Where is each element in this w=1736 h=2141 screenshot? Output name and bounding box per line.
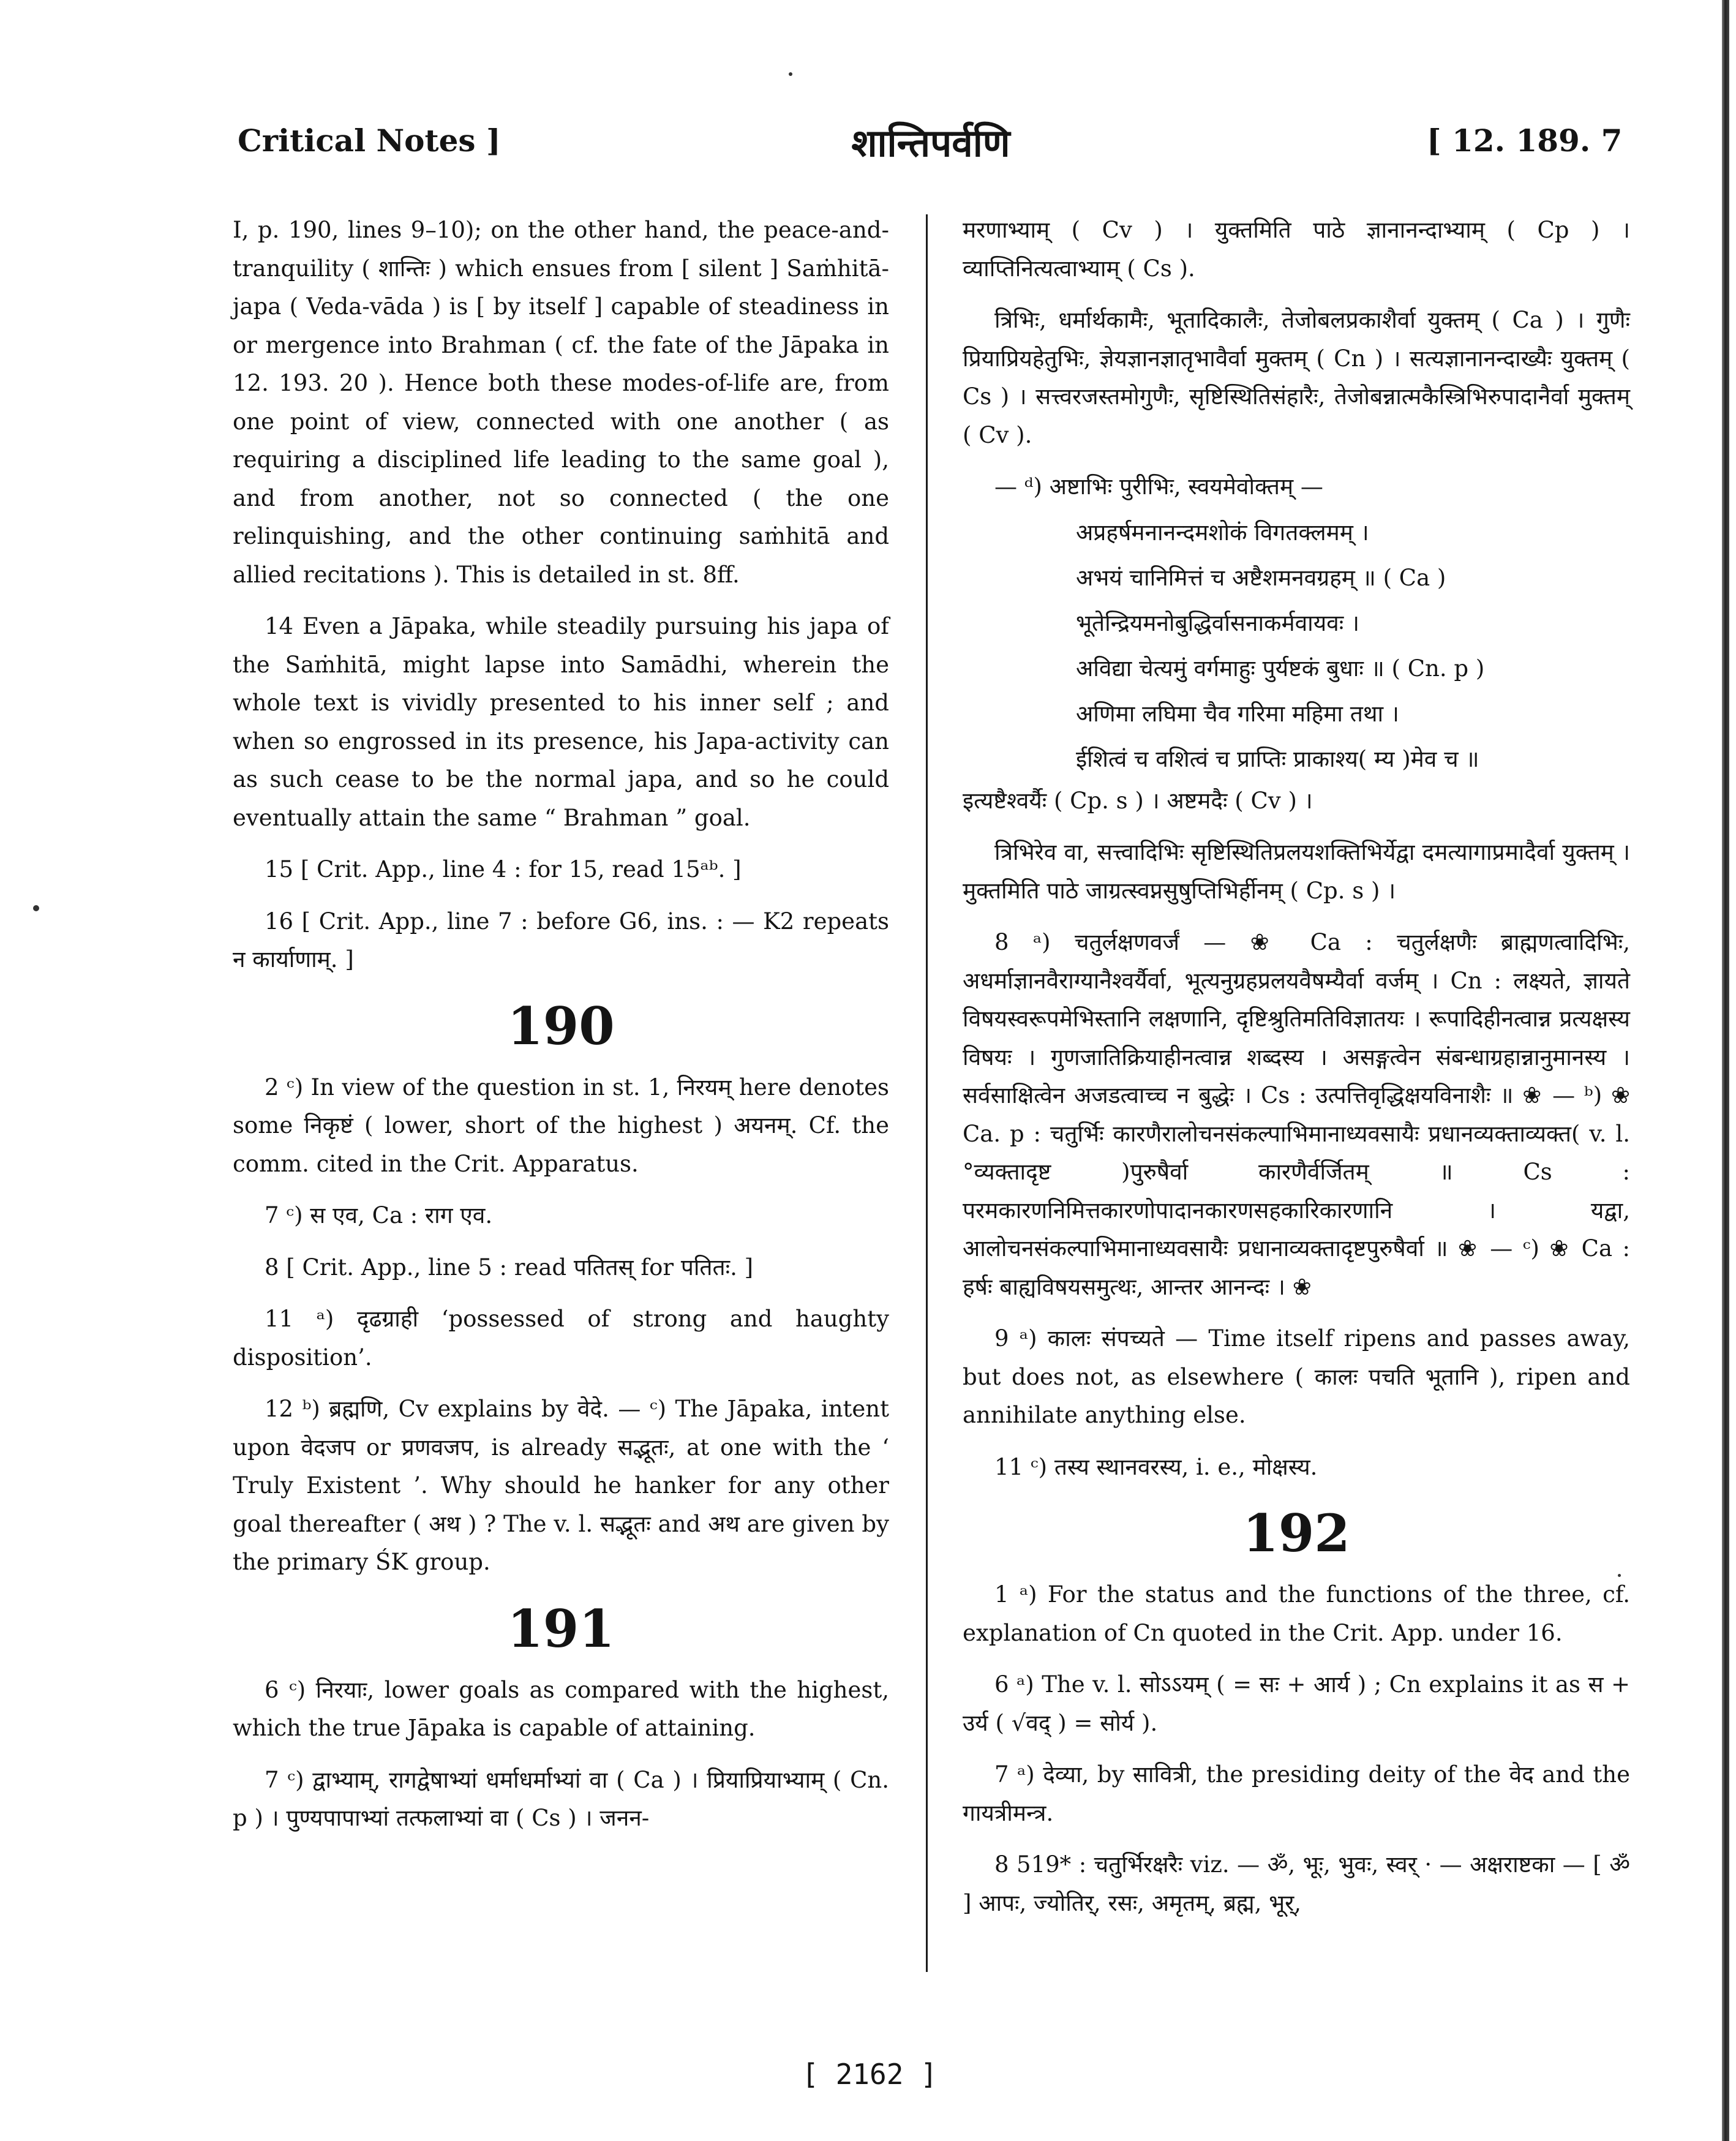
verse-reference: [ 12. 189. 7 [1427,122,1623,159]
note-paragraph: 14 Even a Jāpaka, while steadily pursuing his japa of the Saṁhitā, might lapse into Samādhi, wherein the whole text is vividly presented to his inner self ; and when so engrossed in its presence, his Japa-activity can as such cease to be the normal japa, and so he could eventually attain the same “ Brahman ” goal. [233,613,889,831]
note-paragraph: 12 ᵇ) ब्रह्मणि, Cv explains by वेदे. — ᶜ) The Jāpaka, intent upon वेदजप or प्रणवजप, is already सद्भूतः, at one with the ‘ Truly Existent ’. Why should he hanker for any other goal thereafter ( अथ ) ? The v. l. सद्भूतः and अथ are given by the primary ŚK group. [233,1396,889,1575]
note-paragraph: 11 ᶜ) तस्य स्थानवरस्य, i. e., मोक्षस्य. [994,1453,1318,1480]
note-paragraph: 1 ᵃ) For the status and the functions of the three, cf. explanation of Cn quoted in the Crit. App. under 16. [963,1581,1630,1646]
section-number: 191 [507,1598,615,1659]
section-number: 192 [1242,1503,1350,1563]
note-paragraph: 7 ᶜ) स एव, Ca : राग एव. [265,1202,493,1229]
note-paragraph: 6 ᶜ) निरयाः, lower goals as compared with the highest, which the true Jāpaka is capable of attaining. [233,1676,889,1741]
section-number: 190 [507,995,615,1056]
note-paragraph: इत्यष्टैश्वर्यैः ( Cp. s ) । अष्टमदैः ( Cv ) । [963,787,1313,814]
note-paragraph: 8 [ Crit. App., line 5 : read पतितस् for पतितः. ] [265,1254,754,1281]
column-divider [926,214,928,1972]
note-paragraph: 8 519* : चतुर्भिरक्षरैः viz. — ॐ, भूः, भुवः, स्वर् · — अक्षराष्टका — [ ॐ ] आपः, ज्योतिर्, रसः, अमृतम्, ब्रह्म, भूर्, [963,1851,1630,1916]
left-column [233,211,889,1851]
page-edge-shadow [1722,0,1729,2141]
verse-line: अविद्या चेत्यमुं वर्गमाहुः पुर्यष्टकं बुधाः ॥ ( Cn. p ) [1076,655,1485,682]
running-title: Critical Notes ] [238,122,501,159]
note-paragraph: 8 ᵃ) चतुर्लक्षणवर्जं — ❀ Ca : चतुर्लक्षणैः ब्राह्मणत्वादिभिः, अधर्माज्ञानवैराग्यानैश्वर्यैर्वा, भूत्यनुग्रहप्रलयवैषम्यैर्वा वर्जम् । Cn : लक्ष्यते, ज्ञायते विषयस्वरूपमेभिस्तानि लक्षणानि, दृष्टिश्रुतिमतिविज्ञातयः । रूपादिहीनत्वान्न प्रत्यक्षस्य विषयः । गुणजातिक्रियाहीनत्वान्न शब्दस्य । असङ्गत्वेन संबन्धाग्रहान्नानुमानस्य । सर्वसाक्षित्वेन अजडत्वाच्च न बुद्धेः । Cs : उत्पत्तिवृद्धिक्षयविनाशैः ॥ ❀ — ᵇ) ❀ Ca. p : चतुर्भिः कारणैरालोचनसंकल्पाभिमानाध्यवसायैः प्रधानव्यक्ताव्यक्त( v. l. °व्यक्तादृष्ट )पुरुषैर्वा कारणैर्वर्जितम् ॥ Cs : परमकारणनिमित्तकारणोपादानकारणसहकारिकारणानि । यद्वा, आलोचनसंकल्पाभिमानाध्यवसायैः प्रधानाव्यक्तादृष्टपुरुषैर्वा ॥ ❀ — ᶜ) ❀ Ca : हर्षः बाह्यविषयसमुत्थः, आन्तर आनन्दः । ❀ [963,929,1630,1300]
scan-speck [33,905,39,911]
note-paragraph: 11 ᵃ) दृढग्राही ‘possessed of strong and haughty disposition’. [233,1306,889,1371]
note-paragraph: 7 ᵃ) देव्या, by सावित्री, the presiding deity of the वेद and the गायत्रीमन्त्र. [963,1761,1630,1826]
verse-line: ईशित्वं च वशित्वं च प्राप्तिः प्राकाश्य( म्य )मेव च ॥ [1076,745,1479,772]
right-column [963,211,1630,1936]
verse-line: अभयं चानिमित्तं च अष्टैशमनवग्रहम् ॥ ( Ca ) [1076,564,1446,591]
note-paragraph: त्रिभिः, धर्मार्थकामैः, भूतादिकालैः, तेजोबलप्रकाशैर्वा युक्तम् ( Ca ) । गुणैः प्रियाप्रियहेतुभिः, ज्ञेयज्ञानज्ञातृभावैर्वा मुक्तम् ( Cn ) । सत्यज्ञानानन्दाख्यैः युक्तम् ( Cs ) । सत्त्वरजस्तमोगुणैः, सृष्टिस्थितिसंहारैः, तेजोबन्नात्मकैस्त्रिभिरुपादानैर्वा मुक्तम् ( Cv ). [963,307,1630,448]
scan-speck [789,72,792,76]
page-number: [ 2162 ] [802,2058,938,2091]
verse-line: भूतेन्द्रियमनोबुद्धिर्वासनाकर्मवायवः । [1076,609,1360,636]
verse-line: अणिमा लघिमा चैव गरिमा महिमा तथा । [1076,700,1399,727]
note-paragraph: 15 [ Crit. App., line 4 : for 15, read 15ᵃᵇ. ] [265,856,742,882]
note-paragraph: त्रिभिरेव वा, सत्त्वादिभिः सृष्टिस्थितिप्रलयशक्तिभिर्येद्वा दमत्यागाप्रमादैर्वा युक्तम् । मुक्तमिति पाठे जाग्रत्स्वप्नसुषुप्तिभिर्हीनम् ( Cp. s ) । [963,839,1630,904]
page-header [0,116,1736,184]
note-paragraph: 2 ᶜ) In view of the question in st. 1, निरयम् here denotes some निकृष्टं ( lower, short of the highest ) अयनम्. Cf. the comm. cited in the Crit. Apparatus. [233,1074,889,1177]
note-paragraph: 16 [ Crit. App., line 7 : before G6, ins. : — K2 repeats न कार्याणाम्. ] [233,908,889,973]
section-title: शान्तिपर्वणि [851,121,1010,165]
note-paragraph: — ᵈ) अष्टाभिः पुरीभिः, स्वयमेवोक्तम् — [994,473,1323,500]
note-paragraph: 9 ᵃ) कालः संपच्यते — Time itself ripens and passes away, but does not, as elsewhere ( कालः पचति भूतानि ), ripen and annihilate anything else. [963,1325,1630,1428]
verse-line: अप्रहर्षमनानन्दमशोकं विगतक्लमम् । [1076,519,1369,546]
note-paragraph: 6 ᵃ) The v. l. सोऽऽयम् ( = सः + आर्य ) ; Cn explains it as स + उर्य ( √वद् ) = सोर्य ). [963,1671,1630,1736]
note-paragraph: I, p. 190, lines 9–10); on the other hand, the peace-and-tranquility ( शान्तिः ) which ensues from [ silent ] Saṁhitā-japa ( Veda-vāda ) is [ by itself ] capable of steadiness in or mergence into Brahman ( cf. the fate of the Jāpaka in 12. 193. 20 ). Hence both these modes-of-life are, from one point of view, connected with one another ( as requiring a disciplined life leading to the same goal ), and from another, not so connected ( the one relinquishing, and the other continuing saṁhitā and allied recitations ). This is detailed in st. 8ff. [233,217,889,588]
note-paragraph: मरणाभ्याम् ( Cv ) । युक्तमिति पाठे ज्ञानानन्दाभ्याम् ( Cp ) । व्याप्तिनित्यत्वाभ्याम् ( Cs ). [963,217,1630,282]
note-paragraph: 7 ᶜ) द्वाभ्याम्, रागद्वेषाभ्यां धर्माधर्माभ्यां वा ( Ca ) । प्रियाप्रियाभ्याम् ( Cn. p ) । पुण्यपापाभ्यां तत्फलाभ्यां वा ( Cs ) । जनन- [233,1766,889,1831]
